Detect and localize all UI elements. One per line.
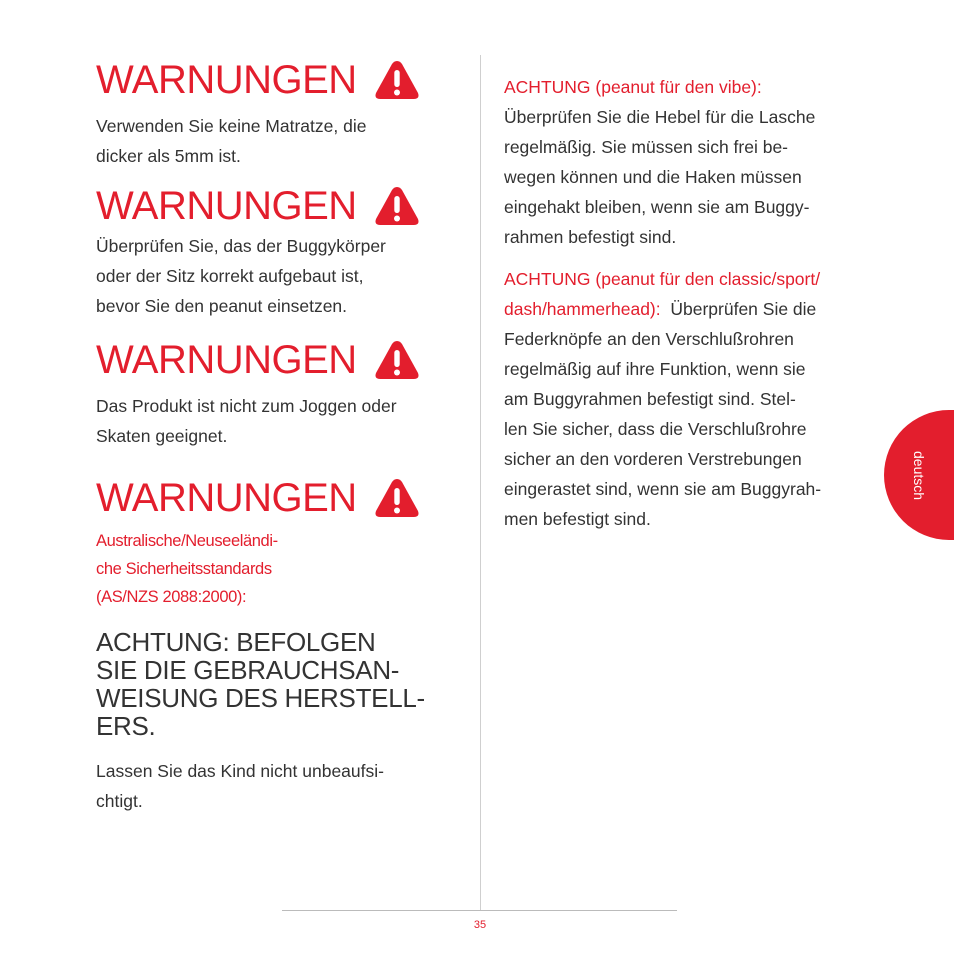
classic-caution-label: ACHTUNG (peanut für den classic/sport/ — [504, 269, 821, 289]
vibe-caution-label: ACHTUNG (peanut für den vibe): — [504, 77, 762, 97]
vibe-text-line: regelmäßig. Sie müssen sich frei be- — [504, 137, 788, 157]
classic-text-line: Überprüfen Sie die — [670, 299, 817, 319]
page-number: 35 — [473, 919, 487, 931]
caution-heading-line: ACHTUNG: BEFOLGEN — [96, 627, 376, 657]
language-tab-label: deutsch — [911, 451, 927, 501]
classic-text-line: Federknöpfe an den Verschlußrohren — [504, 329, 794, 349]
caution-heading-line: SIE DIE GEBRAUCHSAN- — [96, 655, 400, 685]
warning-block-2 — [96, 181, 456, 321]
vibe-text-line: eingehakt bleiben, wenn sie am Buggy- — [504, 197, 810, 217]
warning-title: WARNUNGEN — [96, 58, 357, 102]
right-column — [504, 72, 874, 546]
classic-text-line: eingerastet sind, wenn sie am Buggyrah- — [504, 479, 822, 499]
warning-text-line: Lassen Sie das Kind nicht unbeaufsi- — [96, 761, 384, 781]
classic-text-line: regelmäßig auf ihre Funktion, wenn sie — [504, 359, 806, 379]
classic-text-line: len Sie sicher, dass die Verschlußrohre — [504, 419, 807, 439]
warning-text-line: chtigt. — [96, 791, 143, 811]
classic-text-line: am Buggyrahmen befestigt sind. Stel- — [504, 389, 796, 409]
warning-block-3 — [96, 335, 456, 451]
column-divider — [480, 55, 481, 910]
warning-title: WARNUNGEN — [96, 184, 357, 228]
warning-title: WARNUNGEN — [96, 476, 357, 520]
warning-text-line: Skaten geeignet. — [96, 426, 228, 446]
warning-block-1 — [96, 55, 456, 171]
warning-triangle-icon — [373, 184, 421, 228]
standards-line: Australische/Neuseeländi- — [96, 532, 278, 550]
classic-caution — [504, 264, 874, 534]
warning-triangle-icon — [373, 338, 421, 382]
caution-heading-line: ERS. — [96, 711, 156, 741]
caution-heading — [96, 628, 456, 740]
classic-caution-label: dash/hammerhead): — [504, 299, 661, 319]
standards-note — [96, 527, 456, 611]
warning-text-line: Überprüfen Sie, das der Buggykörper — [96, 236, 386, 256]
warning-text-line: oder der Sitz korrekt aufgebaut ist, — [96, 266, 364, 286]
vibe-text-line: Überprüfen Sie die Hebel für die Lasche — [504, 107, 816, 127]
warning-text-line: Verwenden Sie keine Matratze, die — [96, 116, 367, 136]
warning-block-4 — [96, 473, 456, 816]
warning-triangle-icon — [373, 476, 421, 520]
warning-text-line: dicker als 5mm ist. — [96, 146, 241, 166]
vibe-text-line: wegen können und die Haken müssen — [504, 167, 802, 187]
standards-line: che Sicherheitsstandards — [96, 560, 272, 578]
warning-text-line: bevor Sie den peanut einsetzen. — [96, 296, 348, 316]
vibe-caution — [504, 72, 874, 252]
classic-text-line: men befestigt sind. — [504, 509, 651, 529]
warning-title: WARNUNGEN — [96, 338, 357, 382]
classic-text-line: sicher an den vorderen Verstrebungen — [504, 449, 802, 469]
warning-text-line: Das Produkt ist nicht zum Joggen oder — [96, 396, 397, 416]
footer-rule — [282, 910, 677, 911]
caution-heading-line: WEISUNG DES HERSTELL- — [96, 683, 425, 713]
standards-line: (AS/NZS 2088:2000): — [96, 588, 247, 606]
vibe-text-line: rahmen befestigt sind. — [504, 227, 677, 247]
warning-triangle-icon — [373, 58, 421, 102]
